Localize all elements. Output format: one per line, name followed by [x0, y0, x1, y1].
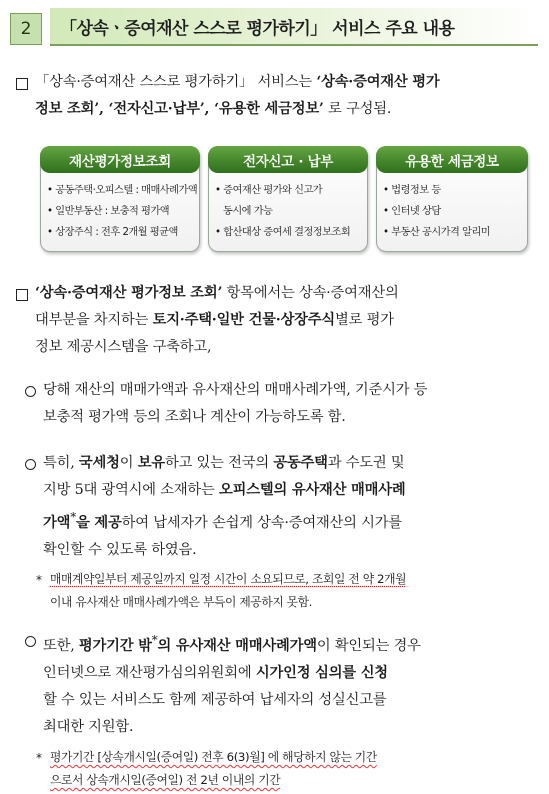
bold-text: 오피스텔의 유사재산 매매사례 [219, 482, 406, 498]
section-title: 「상속ㆍ증여재산 스스로 평가하기」 서비스 주요 내용 [50, 8, 538, 46]
body-text: 또한, [43, 637, 79, 654]
bold-text: 평가기간 밖 [78, 637, 152, 654]
list-item: • 상장주식 : 전후 2개월 평균액 [47, 222, 197, 243]
body-text: 별로 평가 [335, 312, 394, 328]
body-text: 이 [119, 455, 138, 471]
intro-text: 「상속·증여재산 스스로 평가하기」 서비스는 [35, 74, 317, 90]
bold-text: 토지·주택·일반 건물·상장주식 [152, 312, 336, 328]
section-header [10, 8, 538, 46]
list-item-continued: 동시에 가능 [223, 206, 273, 217]
intro-paragraph [35, 69, 535, 123]
service-box-valuation [40, 146, 200, 252]
body-text: 과 수도권 및 [327, 455, 405, 471]
circle-bullet-icon [25, 459, 36, 470]
bullet-paragraph-2 [43, 450, 535, 564]
body-text: 지방 5대 광역시에 소재하는 [43, 482, 219, 498]
section-number: 2 [10, 13, 42, 45]
footnote-mark: * [151, 633, 158, 647]
bold-text: 국세청 [78, 455, 120, 471]
list-item: • 공동주택·오피스텔 : 매매사례가액 [47, 180, 197, 201]
square-bullet-icon [16, 78, 28, 90]
bold-text: 보유 [137, 455, 165, 471]
body-text: 확인할 수 있도록 하였음. [43, 541, 197, 558]
service-box-list [383, 180, 490, 243]
service-box-title: 전자신고 · 납부 [208, 146, 368, 173]
list-item: • 합산대상 증여세 결정정보조회 [215, 222, 350, 243]
footnote-text: 매매계약일부터 제공일까지 일정 시간이 소요되므로, 조회일 전 약 2개월 [50, 572, 407, 586]
body-text: 정보 제공시스템을 구축하고, [35, 339, 212, 355]
service-box-list [47, 180, 197, 243]
body-text: 인터넷으로 재산평가심의위원회에 [43, 664, 256, 681]
bold-text: 시가인정 심의를 신청 [255, 664, 388, 681]
body-text: 할 수 있는 서비스도 함께 제공하여 납세자의 성실신고를 [43, 691, 387, 708]
list-item: • 증여재산 평가와 신고가 [215, 180, 350, 201]
body-text: 특히, [43, 455, 79, 471]
body-text: 보충적 평가액 등의 조회나 계산이 가능하도록 함. [43, 409, 346, 425]
circle-bullet-icon [25, 636, 36, 647]
body-text: 최대한 지원함. [43, 718, 134, 735]
body-text: 대부분을 차지하는 [35, 312, 153, 328]
bullet-paragraph-1 [43, 377, 535, 431]
footnote-1 [50, 568, 535, 614]
service-box-title: 유용한 세금정보 [376, 146, 528, 173]
bold-text: 가액 [43, 514, 71, 531]
service-box-e-filing [208, 146, 368, 252]
bold-text: 공동주택 [273, 455, 328, 471]
service-box-tax-info [376, 146, 528, 252]
service-box-title: 재산평가정보조회 [40, 146, 200, 173]
list-item: • 법령정보 등 [383, 180, 490, 201]
bullet-paragraph-3 [43, 627, 535, 741]
circle-bullet-icon [25, 386, 36, 397]
footnote-mark: * [36, 573, 42, 587]
body-text: 하고 있는 전국의 [164, 455, 274, 471]
bold-text: ‘상속·증여재산 평가정보 조회’ [35, 285, 223, 301]
footnote-text: 이내 유사재산 매매사례가액은 부득이 제공하지 못함. [50, 595, 313, 609]
list-item: • 부동산 공시가격 알리미 [383, 222, 490, 243]
list-item: • 일반부동산 : 보충적 평가액 [47, 201, 197, 222]
square-bullet-icon [16, 289, 28, 301]
footnote-text: 으로서 상속개시일(증여일) 전 2년 이내의 기간 [50, 773, 281, 787]
body-text: 당해 재산의 매매가액과 유사재산의 매매사례가액, 기준시가 등 [43, 382, 428, 398]
body-text: 하여 납세자가 손쉽게 상속·증여재산의 시가를 [121, 514, 402, 531]
bold-text: 의 유사재산 매매사례가액 [157, 637, 317, 654]
bold-text: 을 제공 [76, 514, 122, 531]
footnote-text: 평가기간 [상속개시일(증여일) 전후 6(3)월] 에 해당하지 않는 기간 [50, 750, 377, 764]
intro-bold-text: 정보 조회’, ‘전자신고·납부’, ‘유용한 세금정보’ [35, 101, 324, 117]
footnote-mark: * [70, 510, 76, 524]
intro-text: 로 구성됨. [323, 101, 392, 117]
service-box-list [215, 180, 350, 243]
footnote-2 [50, 746, 535, 792]
footnote-mark: * [36, 751, 42, 765]
section2-paragraph [35, 280, 535, 361]
body-text: 항목에서는 상속·증여재산의 [222, 285, 399, 301]
body-text: 이 확인되는 경우 [316, 637, 421, 654]
list-item: • 인터넷 상담 [383, 201, 490, 222]
intro-bold-text: ‘상속·증여재산 평가 [316, 74, 440, 90]
